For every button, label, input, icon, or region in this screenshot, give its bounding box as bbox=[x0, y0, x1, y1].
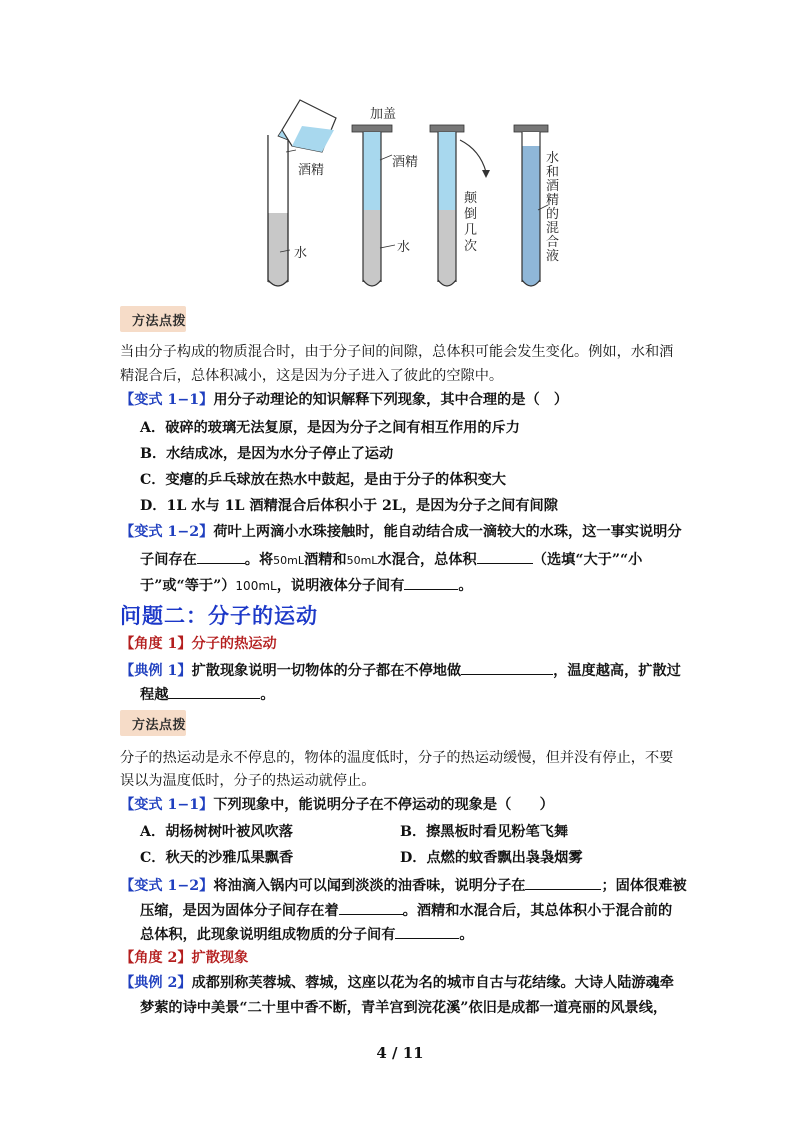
question-line: 子间存在 。将50mL酒精和50mL水混合，总体积 （选填“大于”“小 bbox=[140, 548, 642, 571]
question-stem: 【变式 1−2】荷叶上两滴小水珠接触时，能自动结合成一滴较大的水珠，这一事实说明分 bbox=[120, 524, 682, 540]
method-badge: 方法点拨 bbox=[120, 306, 186, 332]
option: C．秋天的沙雅瓜果飘香 bbox=[140, 850, 294, 866]
method-text-line: 当由分子构成的物质混合时，由于分子间的间隙，总体积可能会发生变化。例如，水和酒 bbox=[120, 344, 674, 360]
example-stem: 【典例 2】成都别称芙蓉城、蓉城，这座以花为名的城市自古与花结缘。大诗人陆游魂牵 bbox=[120, 975, 674, 991]
option: A．胡杨树树叶被风吹落 bbox=[140, 824, 293, 840]
question-line: 压缩，是因为固体分子间存在着 。酒精和水混合后，其总体积小于混合前的 bbox=[140, 899, 672, 921]
svg-text:水: 水 bbox=[546, 151, 560, 166]
option: D．点燃的蚊香飘出袅袅烟雾 bbox=[400, 850, 583, 866]
svg-text:和: 和 bbox=[546, 165, 560, 180]
method-badge: 方法点拨 bbox=[120, 710, 186, 736]
svg-text:几: 几 bbox=[464, 223, 478, 238]
answer-blank[interactable] bbox=[197, 548, 245, 564]
angle-label: 【角度 1】分子的热运动 bbox=[120, 636, 277, 652]
answer-blank[interactable] bbox=[461, 659, 553, 675]
question-stem: 【变式 1−2】将油滴入锅内可以闻到淡淡的油香味，说明分子在 ；固体很难被 bbox=[120, 874, 687, 896]
answer-blank[interactable] bbox=[404, 574, 458, 590]
answer-blank[interactable] bbox=[339, 899, 403, 915]
option: A．破碎的玻璃无法复原，是因为分子之间有相互作用的斥力 bbox=[140, 420, 520, 436]
label-jiujing-1: 酒精 bbox=[298, 163, 325, 178]
example-tag: 【典例 2】 bbox=[120, 975, 192, 991]
option: B．水结成冰，是因为水分子停止了运动 bbox=[140, 446, 394, 462]
answer-blank[interactable] bbox=[168, 683, 260, 699]
svg-text:液: 液 bbox=[546, 249, 560, 264]
svg-text:合: 合 bbox=[546, 235, 560, 250]
method-text-line: 误以为温度低时，分子的热运动就停止。 bbox=[120, 773, 376, 789]
label-shui-2: 水 bbox=[397, 240, 411, 255]
question-line: 梦萦的诗中美景“二十里中香不断，青羊宫到浣花溪”依旧是成都一道亮丽的风景线， bbox=[140, 1000, 668, 1016]
svg-text:酒: 酒 bbox=[546, 179, 560, 194]
option: D．1L 水与 1L 酒精混合后体积小于 2L，是因为分子之间有间隙 bbox=[140, 498, 558, 514]
page-number: 4 / 11 bbox=[376, 1044, 424, 1062]
option: C．变瘪的乒乓球放在热水中鼓起，是由于分子的体积变大 bbox=[140, 472, 506, 488]
label-shui-1: 水 bbox=[294, 246, 308, 261]
tube-4 bbox=[514, 125, 548, 286]
question-stem: 【变式 1−1】下列现象中，能说明分子在不停运动的现象是（ ） bbox=[120, 797, 554, 813]
question-line: 总体积，此现象说明组成物质的分子间有 。 bbox=[140, 923, 474, 945]
svg-text:精: 精 bbox=[546, 193, 560, 208]
example-stem: 【典例 1】扩散现象说明一切物体的分子都在不停地做 ，温度越高，扩散过 bbox=[120, 659, 681, 681]
svg-text:倒: 倒 bbox=[464, 207, 478, 222]
svg-text:的: 的 bbox=[546, 207, 560, 222]
experiment-figure bbox=[0, 0, 800, 300]
angle-label: 【角度 2】扩散现象 bbox=[120, 950, 249, 966]
svg-text:颠: 颠 bbox=[464, 191, 478, 206]
question-tag: 【变式 1−1】 bbox=[120, 392, 214, 408]
svg-text:次: 次 bbox=[464, 239, 478, 254]
answer-blank[interactable] bbox=[395, 923, 459, 939]
question-stem: 【变式 1−1】用分子动理论的知识解释下列现象，其中合理的是（ ） bbox=[120, 392, 569, 408]
tube-1 bbox=[268, 135, 288, 286]
answer-blank[interactable] bbox=[525, 874, 601, 890]
question-tag: 【变式 1−2】 bbox=[120, 878, 214, 894]
label-mix bbox=[546, 150, 559, 264]
label-diandao bbox=[464, 190, 478, 254]
question-tag: 【变式 1−2】 bbox=[120, 524, 214, 540]
label-jiujing-2: 酒精 bbox=[392, 155, 419, 170]
question-tag: 【变式 1−1】 bbox=[120, 797, 214, 813]
method-text-line: 精混合后，总体积减小，这是因为分子进入了彼此的空隙中。 bbox=[120, 368, 504, 384]
answer-blank[interactable] bbox=[477, 548, 533, 564]
option: B．擦黑板时看见粉笔飞舞 bbox=[400, 824, 569, 840]
tube-2 bbox=[352, 125, 392, 286]
svg-text:混: 混 bbox=[546, 221, 560, 236]
question-line: 程越 。 bbox=[140, 683, 275, 705]
method-text-line: 分子的热运动是永不停息的，物体的温度低时，分子的热运动缓慢，但并没有停止，不要 bbox=[120, 750, 674, 766]
example-tag: 【典例 1】 bbox=[120, 663, 192, 679]
question-line: 于”或“等于”）100mL，说明液体分子间有 。 bbox=[140, 574, 473, 596]
tube-3 bbox=[430, 125, 464, 286]
label-jiagai: 加盖 bbox=[370, 107, 397, 122]
section-title: 问题二：分子的运动 bbox=[120, 604, 318, 628]
